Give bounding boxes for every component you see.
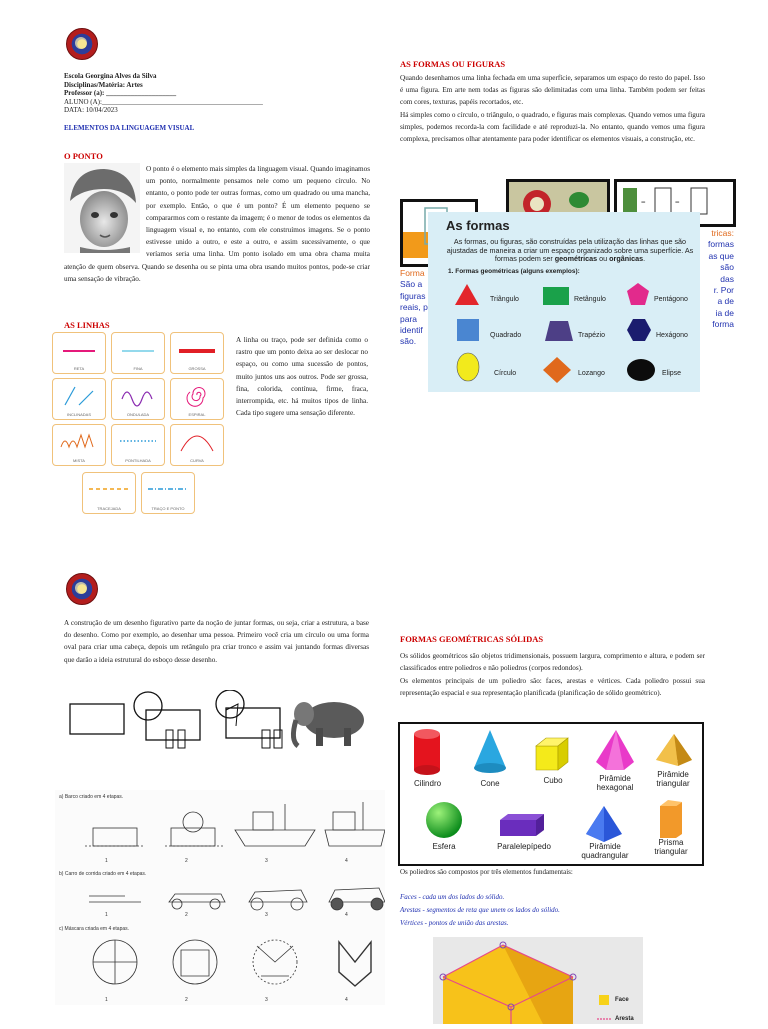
lines-heading: AS LINHAS	[64, 320, 110, 330]
line-label: CURVA	[190, 458, 204, 463]
behind-text-right	[700, 228, 734, 331]
step-num: 1	[105, 858, 108, 864]
shape-ellipse	[626, 358, 656, 382]
solid-label: Pirâmide quadrangular	[581, 842, 629, 860]
legend-face: Face	[615, 997, 629, 1003]
car-steps-drawing	[85, 878, 385, 918]
line-swatch-ondulada	[111, 378, 165, 420]
shape-label: Trapézio	[578, 332, 605, 339]
step-num: 2	[185, 912, 188, 918]
shape-label: Retângulo	[574, 296, 606, 303]
shape-trapezoid	[544, 320, 574, 342]
fragment: as que	[708, 250, 734, 261]
cylinder-solid	[412, 728, 442, 776]
solids-text-1: Os sólidos geométricos são objetos tridimensionais, possuem largura, comprimento e altura, e podem ser classificados entre poliedros e não poliedros (corpos redondos).	[400, 652, 705, 673]
line-swatch-fina	[111, 332, 165, 374]
line-label: ESPIRAL	[188, 412, 206, 417]
line-swatch-inclinadas	[52, 378, 106, 420]
fragment: figuras	[400, 290, 426, 301]
fragment: para	[400, 313, 418, 324]
shapes-text-1: Quando desenhamos uma linha fechada em uma superfície, separamos um espaço do resto do papel. Isso é uma figura. Em arte nem todas as figuras são delimitadas com uma linha. Também podem ser feitas com cores, texturas, papéis recortados, etc.	[400, 74, 705, 107]
line-swatch-mista	[52, 424, 106, 466]
step-num: 3	[265, 858, 268, 864]
shape-label: Lozango	[578, 370, 605, 377]
panel-subtitle: 1. Formas geométricas (alguns exemplos):	[448, 268, 580, 275]
vertices-definition: Vértices - pontos de união das arestas.	[400, 919, 509, 927]
solid-label: Prisma triangular	[654, 838, 688, 856]
line-label: TRACEJADA	[97, 506, 121, 511]
line-label: GROSSA	[188, 366, 206, 371]
shape-square	[456, 318, 480, 342]
step-num: 2	[185, 997, 188, 1003]
line-swatch-tracejada	[82, 472, 136, 514]
boat-steps-drawing	[85, 800, 385, 860]
solids-figure	[398, 722, 704, 866]
solids-text-2: Os elementos principais de um poliedro são: faces, arestas e vértices. Cada poliedro possui sua representação espacial e sua representação planificada (planificação de sólido geométrico).	[400, 677, 705, 698]
line-label: ONDULADA	[126, 412, 150, 417]
line-swatch-curva	[170, 424, 224, 466]
step-num: 4	[345, 912, 348, 918]
solid-label: Paralelepípedo	[497, 842, 551, 851]
solid-label: Esfera	[432, 842, 456, 851]
step-num: 3	[265, 912, 268, 918]
school-header	[64, 72, 324, 115]
shape-hexagon	[626, 318, 652, 342]
line-label: TRAÇO E PONTO	[151, 506, 185, 511]
sphere-solid	[424, 800, 464, 840]
line-swatch-grossa	[170, 332, 224, 374]
cube-solid	[534, 736, 570, 772]
shape-rhombus	[542, 356, 572, 384]
square-pyramid-solid	[584, 804, 624, 844]
fragment: são.	[400, 336, 417, 347]
fragment: identif	[400, 325, 423, 336]
line-swatch-pontilhada	[111, 424, 165, 466]
shape-label: Hexágono	[656, 332, 688, 339]
shape-circle	[456, 352, 480, 382]
car-steps-title: b) Carro de corrida criado em 4 etapas.	[59, 871, 147, 877]
step-num: 2	[185, 858, 188, 864]
fragment: forma	[712, 319, 734, 330]
shape-label: Elipse	[662, 370, 682, 377]
shape-rectangle	[542, 286, 570, 306]
fragment: reais, p	[400, 302, 428, 313]
solid-label: Cilindro	[413, 779, 442, 788]
panel-text-organicas: orgânicas	[609, 254, 644, 264]
discipline: Disciplinas/Matéria: Artes	[64, 80, 143, 89]
svg-text:=: =	[675, 198, 680, 207]
hexagonal-pyramid-solid	[594, 728, 636, 774]
panel-text-geometricas: geométricas	[554, 254, 598, 264]
line-label: FINA	[133, 366, 143, 371]
elephant-construction-image	[66, 690, 376, 750]
cone-solid	[472, 728, 508, 776]
panel-text	[446, 238, 694, 264]
school-name: Escola Georgina Alves da Silva	[64, 72, 157, 80]
school-logo	[66, 28, 98, 60]
line-swatch-espiral	[170, 378, 224, 420]
mask-steps-drawing	[85, 932, 385, 994]
solid-label: Cubo	[543, 776, 563, 785]
step-num: 4	[345, 858, 348, 864]
solid-label: Cone	[480, 779, 500, 788]
solid-label: Pirâmide triangular	[656, 770, 690, 788]
step-num: 1	[105, 912, 108, 918]
panel-text-a: As formas, ou figuras, são construídas pela utilização das linhas que são ajustadas de maneira a criar um espaço organizado sobre uma superfície. As formas podem ser	[446, 237, 694, 264]
triangular-prism-solid	[656, 800, 686, 840]
line-label: PONTILHADA	[125, 458, 151, 463]
shapes-heading: AS FORMAS OU FIGURAS	[400, 59, 506, 69]
line-label: INCLINADAS	[66, 412, 91, 417]
polyhedron-elements-figure	[433, 937, 643, 1024]
teacher-field: Professor (a): ____________________	[64, 89, 177, 97]
student-field: ALUNO (A):______________________________________________	[64, 97, 263, 106]
fragment: São a	[400, 279, 423, 290]
line-swatch-reta	[52, 332, 106, 374]
fragment: r. Por	[713, 285, 734, 296]
shape-label: Círculo	[494, 370, 517, 377]
lines-text: A linha ou traço, pode ser definida como o rastro que um ponto deixa ao ser deslocar no espaço, ou como uma sucessão de pontos, muito juntos uns aos outros. Pode ser grossa, fina, colorida, contínua, firme, fraca, interrompida, etc. há muitos tipos de linha. Cada tipo sugere uma sensação diferente.	[236, 336, 368, 418]
line-types-chart	[52, 332, 230, 514]
shape-label: Pentágono	[654, 296, 688, 303]
shape-label: Triângulo	[490, 296, 519, 303]
date: DATA: 10/04/2023	[64, 106, 118, 114]
point-text: O ponto é o elemento mais simples da linguagem visual. Quando imaginamos um ponto, normalmente pensamos nele como um pequeno círculo. No entanto, o ponto pode ter outras formas, como um quadrado ou uma mancha, por exemplo. Então, o que é um ponto? É um elemento pequeno se compararmos com o restante da imagem; é o menor de todos os elementos da linguagem visual e, no entanto, com ele construímos imagens. Se o ponto estivesse unido a outro, e este a outro, e assim sucessivamente, o que veríamos seria uma linha. Um ponto isolado em uma obra chama muita atenção de quem observa. Quando se desenha ou se pinta uma obra usando muitos pontos, pode-se criar uma sensação de vibração.	[64, 165, 370, 283]
shape-label: Quadrado	[490, 332, 522, 339]
drawing-construction-text: A construção de um desenho figurativo parte da noção de juntar formas, ou seja, criar a estrutura, a base do desenho. Como por exemplo, ao desenhar uma pessoa. Primeiro você cria um círculo ou uma forma oval para criar uma cabeça, depois um retângulo pra criar tronco e assim vai juntando formas diversas que darão a ideia estrutural do esboço desse desenho.	[64, 619, 369, 664]
fragment: ia de	[715, 307, 734, 318]
shape-pentagon	[626, 282, 650, 306]
fragment: a de	[717, 296, 734, 307]
legend-edge: Aresta	[615, 1016, 634, 1022]
triangular-pyramid-solid	[654, 732, 694, 770]
panel-title: As formas	[446, 218, 510, 233]
section-title: ELEMENTOS DA LINGUAGEM VISUAL	[64, 124, 195, 132]
parallelepiped-solid	[498, 812, 548, 838]
construction-steps-figure	[55, 790, 385, 1005]
panel-text-e: .	[643, 254, 646, 264]
svg-text:=: =	[641, 198, 646, 207]
line-label: MISTA	[73, 458, 85, 463]
fragment: tricas:	[711, 228, 734, 238]
step-num: 1	[105, 997, 108, 1003]
school-logo	[66, 573, 98, 605]
fragment: são	[720, 262, 734, 273]
shape-triangle	[454, 282, 480, 306]
step-num: 3	[265, 997, 268, 1003]
fragment: Forma	[400, 268, 425, 278]
point-heading: O PONTO	[64, 151, 103, 161]
panel-text-c: ou	[597, 254, 610, 264]
shapes-panel	[428, 212, 700, 392]
fragment: das	[720, 273, 734, 284]
solids-heading: FORMAS GEOMÉTRICAS SÓLIDAS	[400, 634, 544, 644]
step-num: 4	[345, 997, 348, 1003]
line-label: RETA	[73, 366, 85, 371]
edges-definition: Arestas - segmentos de reta que unem os lados do sólido.	[400, 906, 560, 914]
solid-label: Pirâmide hexagonal	[596, 774, 634, 792]
elements-intro: Os poliedros são compostos por três elementos fundamentais:	[400, 868, 573, 876]
faces-definition: Faces - cada um dos lados do sólido.	[400, 893, 505, 901]
line-swatch-traco-ponto	[141, 472, 195, 514]
boat-steps-title: a) Barco criado em 4 etapas.	[59, 794, 124, 800]
fragment: formas	[708, 239, 734, 250]
shapes-text-2: Há simples como o círculo, o triângulo, o quadrado, e figuras mais complexas. Quando vemos uma figura simples, podemos recorda-la com facilidade e até reproduzi-la. No entanto, quando vemos uma figura complexa, precisamos olhar atentamente para poder identificar os elementos visuais, a construção, etc.	[400, 111, 705, 144]
mask-steps-title: c) Máscara criada em 4 etapas.	[59, 926, 130, 932]
